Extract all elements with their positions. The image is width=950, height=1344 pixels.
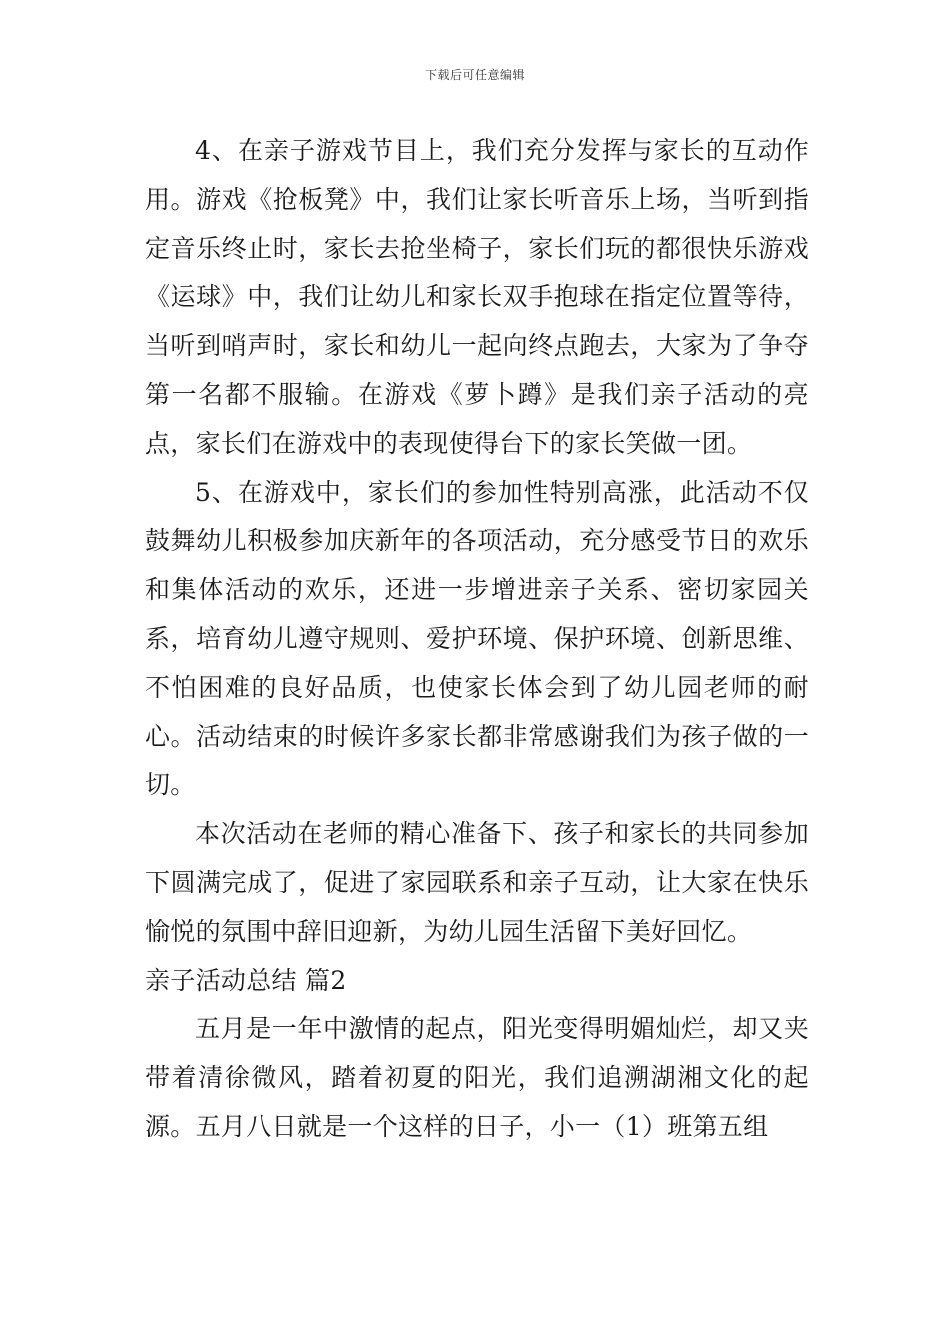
page-header-note: 下载后可任意编辑: [424, 68, 525, 82]
paragraph-item-5: 5、在游戏中，家长们的参加性特别高涨，此活动不仅鼓舞幼儿积极参加庆新年的各项活动，充分感受节日的欢乐和集体活动的欢乐，还进一步增进亲子关系、密切家园关系，培育幼儿遵守规则、爱护环境、保护环境、创新思维、不怕困难的良好品质，也使家长体会到了幼儿园老师的耐心。活动结束的时候许多家长都非常感谢我们为孩子做的一切。: [145, 477, 809, 800]
document-body: [145, 127, 809, 1152]
paragraph-item-4: 4、在亲子游戏节目上，我们充分发挥与家长的互动作用。游戏《抢板凳》中，我们让家长听音乐上场，当听到指定音乐终止时，家长去抢坐椅子，家长们玩的都很快乐游戏《运球》中，我们让幼儿和家长双手抱球在指定位置等待，当听到哨声时，家长和幼儿一起向终点跑去，大家为了争夺第一名都不服输。在游戏《萝卜蹲》是我们亲子活动的亮点，家长们在游戏中的表现使得台下的家长笑做一团。: [145, 136, 809, 458]
section-heading: 亲子活动总结 篇2: [145, 965, 347, 995]
paragraph-summary: 本次活动在老师的精心准备下、孩子和家长的共同参加下圆满完成了，促进了家园联系和亲子互动，让大家在快乐愉悦的氛围中辞旧迎新，为幼儿园生活留下美好回忆。: [145, 819, 809, 946]
paragraph-section2-intro: 五月是一年中激情的起点，阳光变得明媚灿烂，却又夹带着清徐微风，踏着初夏的阳光，我们追溯湖湘文化的起源。五月八日就是一个这样的日子，小一（1）班第五组: [145, 1014, 809, 1141]
